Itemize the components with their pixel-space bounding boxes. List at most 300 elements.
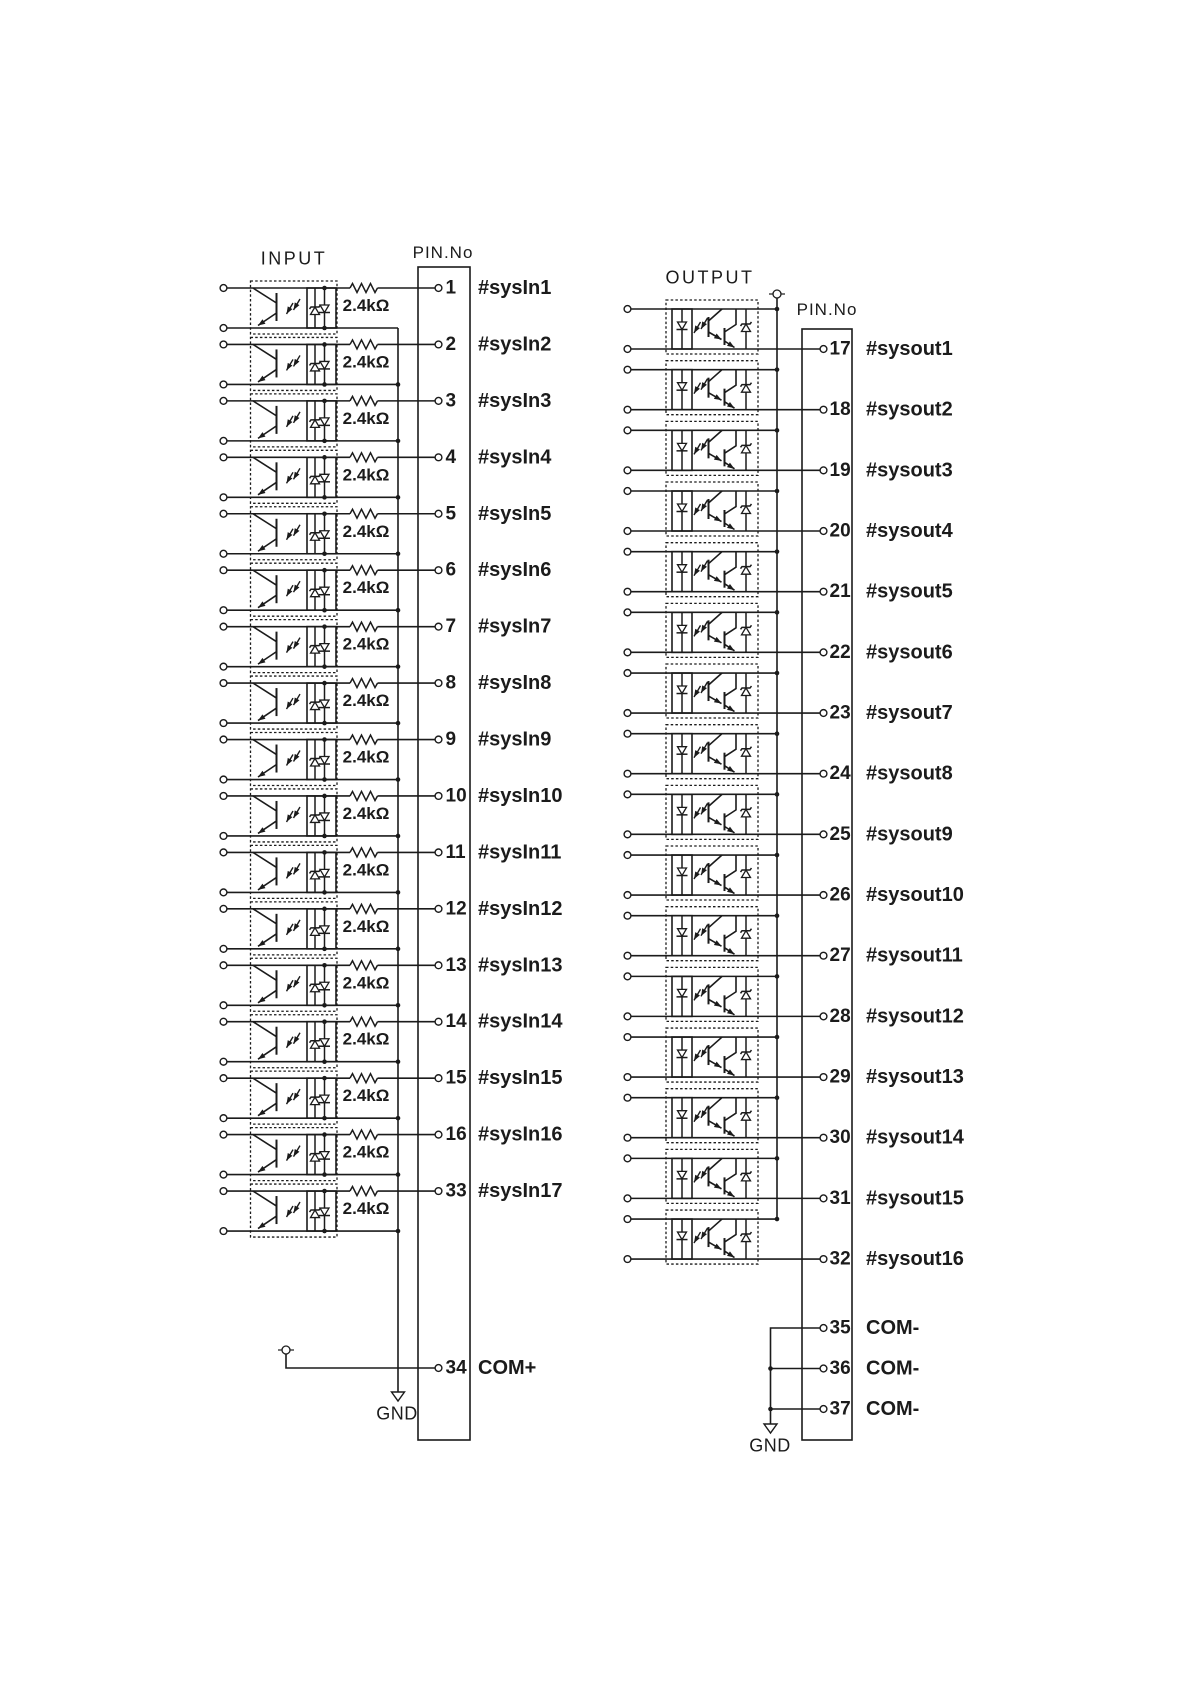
wire — [320, 361, 329, 369]
diode-icon — [677, 1232, 688, 1240]
arrowhead — [714, 1122, 723, 1130]
wire — [709, 1219, 723, 1231]
phototransistor-icon — [253, 1135, 277, 1175]
pin-terminal-icon — [820, 1256, 827, 1263]
diode-icon — [677, 1050, 688, 1058]
junction-dot — [775, 549, 780, 554]
wire — [709, 1037, 723, 1049]
output-com-row — [820, 1317, 919, 1339]
wire — [709, 673, 723, 685]
channel-label: #sysout1 — [866, 338, 953, 360]
input-com-row — [278, 1346, 536, 1379]
wire — [709, 552, 723, 564]
wire — [742, 749, 751, 757]
wire — [709, 1098, 723, 1110]
wire — [725, 552, 737, 575]
wire — [311, 815, 320, 823]
terminal-icon — [624, 670, 631, 677]
zener-diode-icon — [741, 1171, 752, 1181]
wire — [253, 627, 277, 642]
wire — [678, 868, 687, 876]
wire — [725, 916, 737, 939]
pin-terminal-icon — [435, 1018, 442, 1025]
pin-number: 32 — [829, 1248, 851, 1270]
wire — [678, 565, 687, 573]
pin-number: 6 — [445, 559, 457, 581]
resistor-icon — [350, 622, 378, 631]
zener-diode-icon — [741, 868, 752, 878]
wire — [320, 418, 329, 426]
common-terminal-circle — [282, 1346, 290, 1354]
junction-dot — [322, 1019, 327, 1024]
channel-label: #sysout16 — [866, 1248, 964, 1271]
junction-dot — [322, 399, 327, 404]
zener-diode-icon — [741, 747, 752, 757]
pin-number: 10 — [445, 785, 467, 807]
pin-terminal-icon — [820, 770, 827, 777]
light-arrows-icon — [284, 1033, 300, 1049]
phototransistor-icon — [253, 1078, 277, 1118]
resistor-value: 2.4kΩ — [342, 860, 390, 880]
wire — [742, 1234, 751, 1242]
junction-dot — [322, 850, 327, 855]
resistor-value: 2.4kΩ — [342, 352, 390, 372]
diode-icon — [319, 587, 330, 595]
terminal-icon — [220, 381, 227, 388]
arrowhead — [692, 1053, 700, 1062]
light-arrows-icon — [284, 299, 300, 315]
light-arrows-icon — [692, 1228, 708, 1244]
diode-icon — [677, 383, 688, 391]
zener-diode-icon — [741, 929, 752, 939]
junction-dot — [775, 489, 780, 494]
output-com-row — [768, 1358, 919, 1380]
resistor-icon — [350, 1017, 378, 1026]
pin-terminal-icon — [435, 849, 442, 856]
resistor-icon — [350, 566, 378, 575]
arrowhead — [692, 811, 700, 820]
pin-number: 12 — [445, 898, 467, 920]
pin-terminal-icon — [820, 892, 827, 899]
wire — [709, 855, 723, 867]
terminal-icon — [220, 1131, 227, 1138]
wire — [320, 531, 329, 539]
terminal-icon — [220, 962, 227, 969]
junction-dot — [775, 1035, 780, 1040]
junction-dot — [322, 737, 327, 742]
resistor-value: 2.4kΩ — [342, 296, 390, 315]
diode-icon — [677, 929, 688, 937]
output-section-title: OUTPUT — [665, 267, 755, 288]
pin-terminal-icon — [820, 952, 827, 959]
pin-terminal-icon — [435, 793, 442, 800]
wire — [725, 430, 737, 453]
pin-number: 14 — [445, 1011, 467, 1033]
terminal-icon — [624, 528, 631, 535]
terminal-icon — [624, 366, 631, 373]
pin-terminal-icon — [820, 588, 827, 595]
diode-icon — [319, 361, 330, 369]
terminal-icon — [624, 1216, 631, 1223]
output-com-row — [768, 1398, 919, 1420]
wire — [725, 1037, 737, 1060]
darlington-transistor-icon — [709, 1158, 737, 1199]
darlington-transistor-icon — [709, 1037, 737, 1078]
channel-label: #sysIn9 — [478, 728, 552, 751]
zener-diode-icon — [741, 625, 752, 635]
junction-dot — [322, 681, 327, 686]
junction-dot — [322, 1076, 327, 1081]
terminal-icon — [624, 852, 631, 859]
wire — [725, 673, 737, 696]
phototransistor-icon — [253, 401, 277, 441]
light-arrows-icon — [284, 751, 300, 767]
diode-icon — [319, 757, 330, 765]
wire — [709, 430, 723, 442]
wire — [678, 322, 687, 330]
pin-number: 24 — [829, 763, 851, 785]
channel-label: #sysout9 — [866, 823, 953, 846]
zener-diode-icon — [741, 807, 752, 817]
resistor-value: 2.4kΩ — [342, 747, 390, 767]
diode-icon — [319, 982, 330, 990]
arrowhead — [692, 932, 700, 941]
junction-dot — [322, 511, 327, 516]
input-gnd-label: GND — [376, 1403, 418, 1424]
phototransistor-icon — [253, 965, 277, 1005]
wire — [311, 984, 320, 992]
channel-label: #sysout3 — [866, 459, 953, 482]
zener-diode-icon — [741, 1232, 752, 1242]
output-channel-18 — [624, 361, 953, 421]
channel-label: #sysIn16 — [478, 1123, 563, 1146]
pin-terminal-icon — [820, 1074, 827, 1081]
resistor-value: 2.4kΩ — [342, 916, 390, 936]
light-arrows-icon — [284, 1146, 300, 1162]
darlington-transistor-icon — [709, 916, 737, 957]
diode-icon — [677, 807, 688, 815]
resistor-icon — [350, 1130, 378, 1139]
diode-icon — [319, 1095, 330, 1103]
diode-icon — [677, 989, 688, 997]
wire — [320, 1152, 329, 1160]
phototransistor-icon — [253, 344, 277, 384]
resistor-value: 2.4kΩ — [342, 521, 390, 541]
light-arrows-icon — [692, 318, 708, 334]
wire — [725, 976, 737, 999]
channel-label: #sysIn17 — [478, 1180, 563, 1203]
diode-icon — [319, 869, 330, 877]
light-arrows-icon — [284, 412, 300, 428]
terminal-icon — [624, 588, 631, 595]
zener-diode-icon — [310, 587, 321, 597]
common-terminal-circle — [773, 290, 781, 298]
light-arrows-icon — [284, 468, 300, 484]
terminal-icon — [220, 454, 227, 461]
channel-label: COM+ — [478, 1357, 537, 1379]
phototransistor-icon — [253, 740, 277, 780]
output-channel-30 — [624, 1089, 965, 1149]
resistor-value: 2.4kΩ — [342, 634, 390, 654]
pin-terminal-icon — [820, 1134, 827, 1141]
arrowhead — [714, 1183, 723, 1191]
wire — [311, 533, 320, 541]
junction-dot — [768, 1407, 773, 1412]
terminal-icon — [220, 510, 227, 517]
terminal-icon — [220, 607, 227, 614]
phototransistor-icon — [253, 288, 277, 328]
wire — [709, 370, 723, 382]
input-channel-12 — [220, 898, 562, 955]
pin-terminal-icon — [435, 1365, 442, 1372]
channel-label: #sysIn15 — [478, 1067, 563, 1090]
terminal-icon — [220, 680, 227, 687]
diode-icon — [677, 686, 688, 694]
wire — [678, 1171, 687, 1179]
wire — [311, 1210, 320, 1218]
junction-dot — [322, 907, 327, 912]
common-terminal-icon — [278, 1346, 294, 1354]
terminal-icon — [624, 912, 631, 919]
pin-number: 16 — [445, 1124, 467, 1146]
input-channel-13 — [220, 954, 562, 1011]
light-arrows-icon — [692, 1167, 708, 1183]
darlington-transistor-icon — [709, 734, 737, 775]
wire — [742, 1052, 751, 1060]
resistor-icon — [350, 1187, 378, 1196]
terminal-icon — [624, 306, 631, 313]
wire — [311, 928, 320, 936]
arrowhead — [714, 576, 723, 584]
arrowhead — [714, 698, 723, 706]
pin-terminal-icon — [820, 528, 827, 535]
diode-icon — [677, 565, 688, 573]
pin-terminal-icon — [435, 510, 442, 517]
terminal-icon — [624, 831, 631, 838]
wire — [311, 589, 320, 597]
wire — [311, 420, 320, 428]
wire — [253, 457, 277, 472]
terminal-icon — [220, 905, 227, 912]
channel-label: #sysIn1 — [478, 277, 552, 299]
terminal-icon — [220, 285, 227, 292]
junction-dot — [322, 1189, 327, 1194]
wire — [253, 909, 277, 924]
pin-terminal-icon — [820, 467, 827, 474]
light-arrows-icon — [284, 863, 300, 879]
wire — [725, 734, 737, 757]
wire — [725, 794, 737, 817]
diode-icon — [677, 1111, 688, 1119]
terminal-icon — [220, 776, 227, 783]
resistor-value: 2.4kΩ — [342, 803, 390, 823]
terminal-icon — [624, 609, 631, 616]
terminal-icon — [220, 1188, 227, 1195]
junction-dot — [775, 974, 780, 979]
light-arrows-icon — [284, 1202, 300, 1218]
diode-icon — [319, 474, 330, 482]
arrowhead — [284, 589, 292, 598]
input-channel-7 — [220, 616, 551, 673]
channel-label: #sysout10 — [866, 884, 964, 907]
channel-label: #sysout4 — [866, 520, 953, 543]
resistor-icon — [350, 848, 378, 857]
output-channel-32 — [624, 1210, 964, 1270]
channel-label: #sysIn2 — [478, 333, 552, 356]
wire — [742, 627, 751, 635]
wire — [678, 989, 687, 997]
terminal-icon — [624, 1034, 631, 1041]
junction-dot — [768, 1366, 773, 1371]
wire — [709, 976, 723, 988]
wire — [709, 491, 723, 503]
junction-dot — [322, 455, 327, 460]
channel-label: #sysout13 — [866, 1066, 964, 1089]
diode-icon — [677, 322, 688, 330]
wire — [320, 869, 329, 877]
diode-icon — [677, 1171, 688, 1179]
terminal-icon — [220, 1115, 227, 1122]
diode-icon — [319, 531, 330, 539]
resistor-value: 2.4kΩ — [342, 691, 390, 711]
wire — [320, 474, 329, 482]
light-arrows-icon — [692, 803, 708, 819]
pin-number: 26 — [829, 884, 851, 906]
darlington-transistor-icon — [709, 976, 737, 1017]
junction-dot — [322, 777, 327, 782]
resistor-icon — [350, 791, 378, 800]
input-channel-2 — [220, 333, 551, 390]
input-channel-1 — [220, 277, 551, 334]
resistor-value: 2.4kΩ — [342, 1029, 390, 1049]
arrowhead — [284, 758, 292, 767]
pin-number: 27 — [829, 945, 851, 967]
junction-dot — [322, 834, 327, 839]
junction-dot — [775, 1095, 780, 1100]
channel-label: #sysout11 — [866, 944, 963, 967]
zener-diode-icon — [741, 383, 752, 393]
diode-icon — [319, 1039, 330, 1047]
light-arrows-icon — [692, 743, 708, 759]
wire — [253, 288, 277, 303]
arrowhead — [692, 993, 700, 1002]
diode-icon — [677, 625, 688, 633]
channel-label: #sysIn8 — [478, 672, 552, 695]
arrowhead — [714, 819, 723, 827]
diode-icon — [319, 418, 330, 426]
terminal-icon — [624, 346, 631, 353]
channel-label: #sysIn10 — [478, 784, 563, 807]
wire — [742, 445, 751, 453]
input-channel-15 — [220, 1067, 562, 1124]
wire — [253, 852, 277, 867]
arrowhead — [692, 507, 700, 516]
terminal-icon — [220, 736, 227, 743]
pin-terminal-icon — [820, 346, 827, 353]
zener-diode-icon — [310, 1152, 321, 1162]
resistor-icon — [350, 1074, 378, 1083]
pin-terminal-icon — [820, 649, 827, 656]
channel-label: #sysout7 — [866, 702, 953, 725]
zener-diode-icon — [741, 322, 752, 332]
terminal-icon — [624, 973, 631, 980]
junction-dot — [322, 439, 327, 444]
darlington-transistor-icon — [709, 1098, 737, 1139]
channel-label: COM- — [866, 1398, 920, 1420]
terminal-icon — [220, 945, 227, 952]
wire — [320, 813, 329, 821]
common-terminal-icon — [769, 290, 785, 298]
light-arrows-icon — [284, 1089, 300, 1105]
wire — [253, 514, 277, 529]
pin-number: 21 — [829, 581, 851, 603]
pin-number: 15 — [445, 1067, 467, 1089]
pin-terminal-icon — [435, 454, 442, 461]
wire — [678, 929, 687, 937]
wire — [742, 567, 751, 575]
arrowhead — [284, 419, 292, 428]
input-channel-8 — [220, 672, 551, 729]
light-arrows-icon — [692, 925, 708, 941]
pin-terminal-icon — [820, 831, 827, 838]
junction-dot — [322, 1116, 327, 1121]
junction-dot — [322, 1132, 327, 1137]
output-channel-21 — [624, 543, 953, 603]
wire — [742, 506, 751, 514]
diode-icon — [677, 868, 688, 876]
channel-label: COM- — [866, 1357, 920, 1380]
terminal-icon — [624, 892, 631, 899]
light-arrows-icon — [284, 920, 300, 936]
light-arrows-icon — [284, 355, 300, 371]
wire — [678, 383, 687, 391]
junction-dot — [322, 794, 327, 799]
diode-icon — [677, 443, 688, 451]
output-channel-20 — [624, 482, 953, 542]
junction-dot — [322, 1229, 327, 1234]
wire — [320, 982, 329, 990]
resistor-icon — [350, 904, 378, 913]
wire — [725, 1219, 737, 1242]
zener-diode-icon — [741, 686, 752, 696]
input-channel-14 — [220, 1011, 563, 1068]
terminal-icon — [624, 1013, 631, 1020]
channel-label: COM- — [866, 1317, 920, 1339]
pin-number: 34 — [445, 1357, 467, 1379]
terminal-icon — [220, 720, 227, 727]
terminal-icon — [624, 1155, 631, 1162]
pin-number: 11 — [445, 841, 466, 863]
wire — [253, 1191, 277, 1206]
light-arrows-icon — [284, 976, 300, 992]
pin-number: 17 — [829, 338, 851, 360]
wire — [286, 1354, 435, 1368]
arrowhead — [692, 1235, 700, 1244]
wire — [742, 1113, 751, 1121]
channel-label: #sysIn12 — [478, 897, 563, 920]
wire — [253, 1078, 277, 1093]
light-arrows-icon — [692, 621, 708, 637]
arrowhead — [284, 701, 292, 710]
light-arrows-icon — [692, 561, 708, 577]
wire — [320, 926, 329, 934]
diode-icon — [677, 747, 688, 755]
wire — [253, 965, 277, 980]
channel-label: #sysIn6 — [478, 559, 552, 582]
pin-terminal-icon — [435, 567, 442, 574]
resistor-icon — [350, 679, 378, 688]
wire — [253, 570, 277, 585]
